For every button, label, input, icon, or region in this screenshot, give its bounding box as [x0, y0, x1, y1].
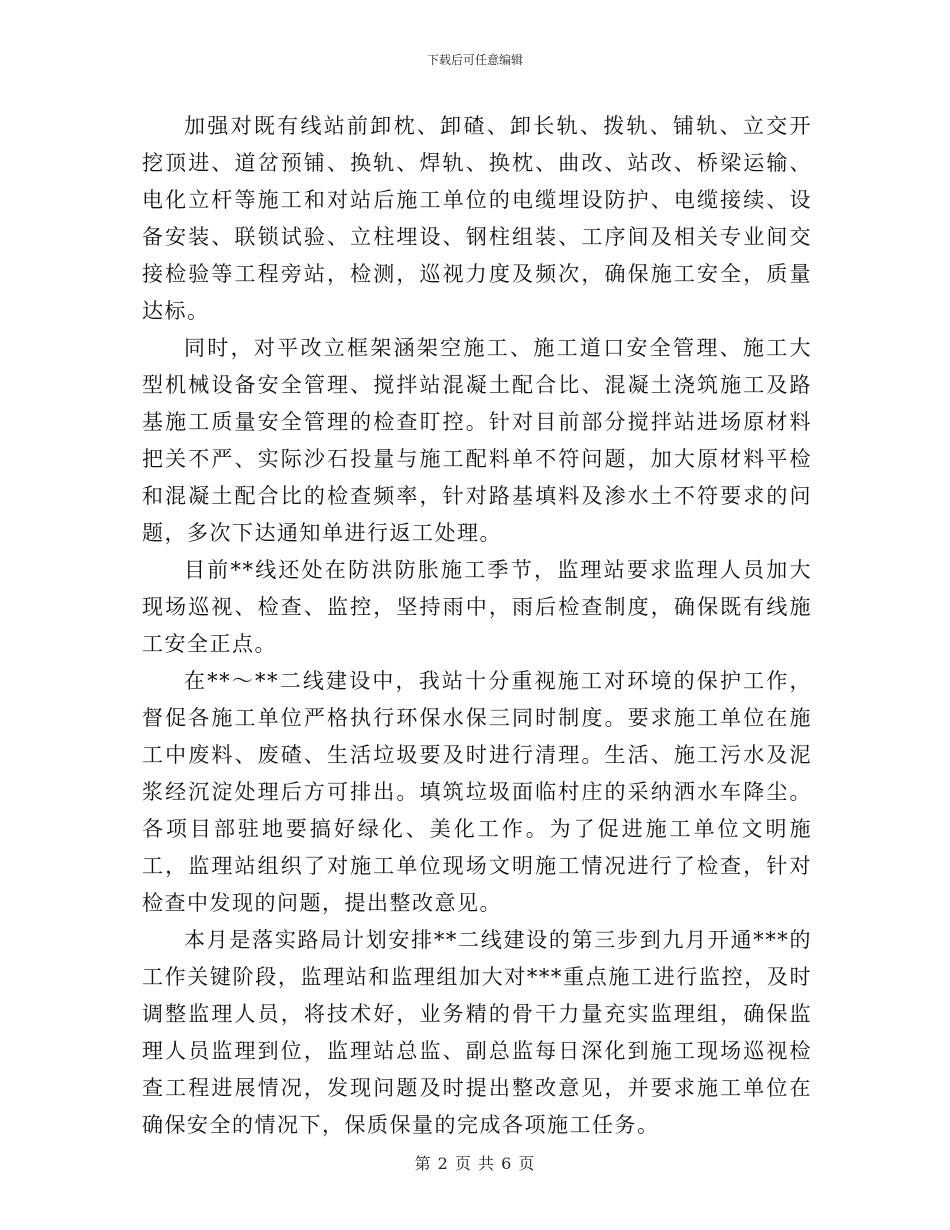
paragraph-4: 在**～**二线建设中，我站十分重视施工对环境的保护工作，督促各施工单位严格执行环保水保三同时制度。要求施工单位在施工中废料、废碴、生活垃圾要及时进行清理。生活、施工污水及泥浆经沉淀处理后方可排出。填筑垃圾面临村庄的采纳洒水车降尘。各项目部驻地要搞好绿化、美化工作。为了促进施工单位文明施工，监理站组织了对施工单位现场文明施工情况进行了检查，针对检查中发现的问题，提出整改意见。: [142, 669, 812, 915]
document-body: [142, 108, 812, 1144]
paragraph-2: 同时，对平改立框架涵架空施工、施工道口安全管理、施工大型机械设备安全管理、搅拌站混凝土配合比、混凝土浇筑施工及路基施工质量安全管理的检查盯控。针对目前部分搅拌站进场原材料把关不严、实际沙石投量与施工配料单不符问题，加大原材料平检和混凝土配合比的检查频率，针对路基填料及渗水土不符要求的问题，多次下达通知单进行返工处理。: [142, 336, 812, 545]
paragraph-3: 目前**线还处在防洪防胀施工季节，监理站要求监理人员加大现场巡视、检查、监控，坚持雨中，雨后检查制度，确保既有线施工安全正点。: [142, 558, 812, 656]
paragraph-5: 本月是落实路局计划安排**二线建设的第三步到九月开通***的工作关键阶段，监理站和监理组加大对***重点施工进行监控，及时调整监理人员，将技术好，业务精的骨干力量充实监理组，确保监理人员监理到位，监理站总监、副总监每日深化到施工现场巡视检查工程进展情况，发现问题及时提出整改意见，并要求施工单位在确保安全的情况下，保质保量的完成各项施工任务。: [142, 928, 812, 1137]
page-number-footer: 第 2 页 共 6 页: [414, 1154, 536, 1173]
paragraph-1: 加强对既有线站前卸枕、卸碴、卸长轨、拨轨、铺轨、立交开挖顶进、道岔预铺、换轨、焊轨、换枕、曲改、站改、桥梁运输、电化立杆等施工和对站后施工单位的电缆埋设防护、电缆接续、设备安装、联锁试验、立柱埋设、钢柱组装、工序间及相关专业间交接检验等工程旁站，检测，巡视力度及频次，确保施工安全，质量达标。: [142, 114, 812, 323]
page-header: 下载后可任意编辑: [426, 53, 523, 67]
